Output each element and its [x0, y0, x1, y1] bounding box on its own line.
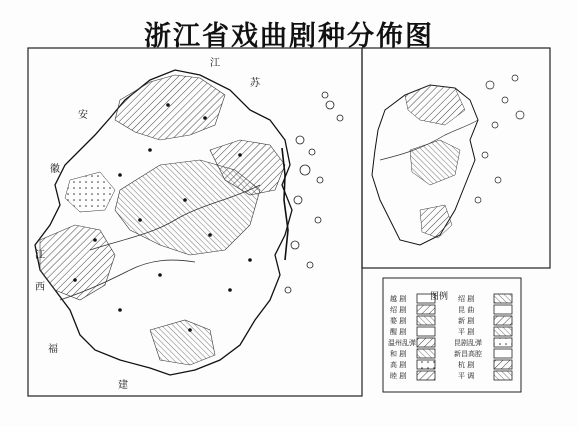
inset-map — [372, 75, 524, 245]
region-west — [40, 225, 115, 300]
legend-item: 温州乱弹 — [388, 339, 416, 347]
legend-item: 平 调 — [458, 372, 475, 380]
legend-item: 高 剧 — [390, 361, 407, 369]
legend-item: 平 剧 — [458, 328, 475, 336]
label-su: 苏 — [250, 78, 260, 89]
region-dotted — [65, 172, 115, 212]
label-jiangxi-2: 西 — [35, 282, 45, 293]
label-fu: 福 — [48, 344, 58, 355]
legend-item: 绍 剧 — [390, 306, 407, 314]
inset-hatch-south — [420, 205, 452, 238]
label-jian: 建 — [118, 380, 128, 391]
region-south — [150, 320, 215, 365]
label-jiangxi-1: 江 — [35, 250, 45, 261]
islands — [285, 92, 343, 293]
legend-item: 越 剧 — [390, 295, 407, 303]
label-jiang: 江 — [210, 58, 220, 69]
inset-islands — [475, 75, 524, 203]
inset-hatch-center — [410, 140, 460, 185]
legend-item: 新昌高腔 — [454, 350, 482, 358]
legend-item: 新 剧 — [458, 317, 475, 325]
legend-item: 昆剧乱弹 — [454, 339, 482, 347]
region-north — [115, 75, 225, 140]
label-hui: 徽 — [50, 164, 60, 175]
legend-item: 昆 曲 — [458, 306, 475, 314]
legend-item: 杭 剧 — [458, 361, 475, 369]
legend-item: 醒 剧 — [390, 328, 407, 336]
legend-item: 婺 剧 — [390, 317, 407, 325]
legend-item: 和 剧 — [390, 350, 407, 358]
legend-title: 图例 — [430, 292, 449, 302]
label-an: 安 — [78, 110, 88, 121]
legend-item: 绍 剧 — [458, 295, 475, 303]
legend-item: 睦 剧 — [390, 372, 407, 380]
map-title: 浙江省戏曲剧种分佈图 — [144, 21, 434, 52]
